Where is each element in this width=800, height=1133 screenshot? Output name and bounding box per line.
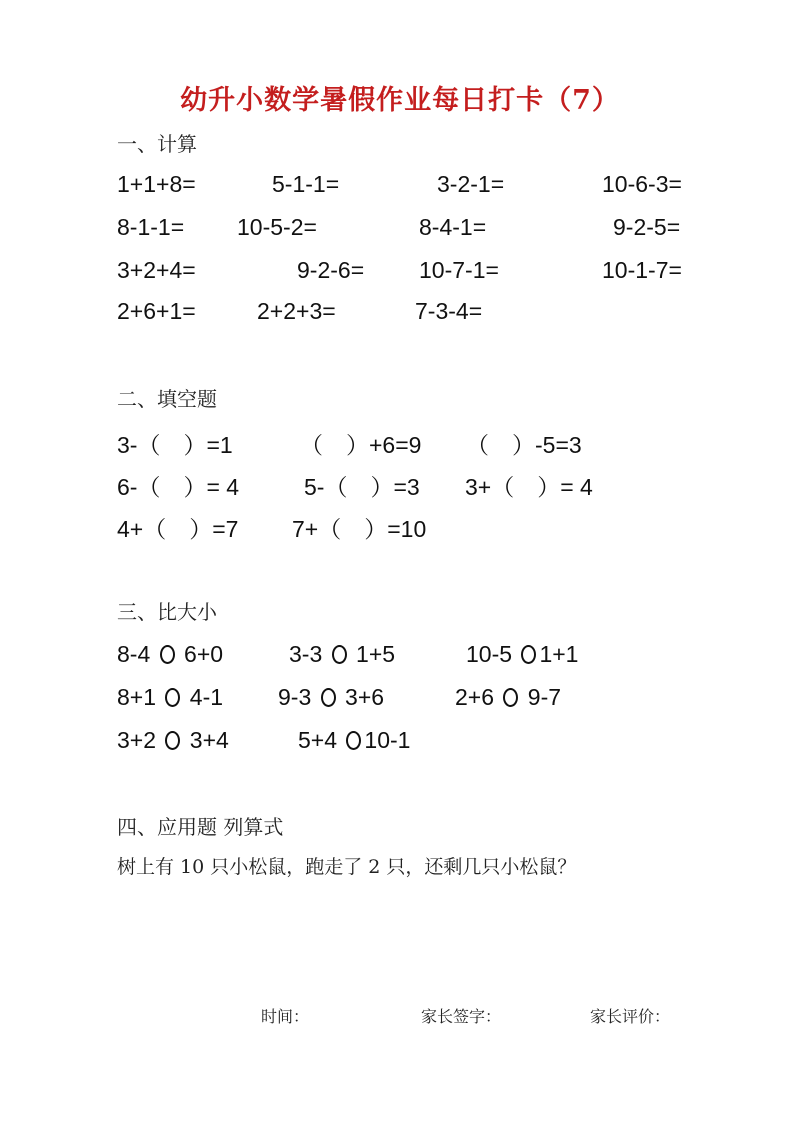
fill-item: （ ）+6=9 bbox=[300, 432, 422, 458]
calc-item: 1+1+8= bbox=[117, 171, 196, 197]
fill-item: 3-（ ）=1 bbox=[117, 432, 233, 458]
section-heading-fill: 二、填空题 bbox=[117, 387, 217, 411]
compare-circle[interactable] bbox=[165, 731, 180, 750]
section-heading-compare: 三、比大小 bbox=[117, 600, 217, 624]
compare-item bbox=[298, 727, 410, 754]
compare-left: 3-3 bbox=[289, 641, 329, 667]
compare-item bbox=[455, 684, 561, 711]
compare-left: 8-4 bbox=[117, 641, 157, 667]
compare-left: 9-3 bbox=[278, 684, 318, 710]
compare-left: 2+6 bbox=[455, 684, 501, 710]
compare-right: 9-7 bbox=[521, 684, 562, 710]
calc-item: 3+2+4= bbox=[117, 257, 196, 283]
calc-item: 10-1-7= bbox=[602, 257, 682, 283]
section-heading-calc: 一、计算 bbox=[117, 132, 197, 156]
fill-item: 4+（ ）=7 bbox=[117, 516, 239, 542]
time-label: 时间： bbox=[261, 1007, 310, 1026]
calc-item: 3-2-1= bbox=[437, 171, 505, 197]
compare-right: 3+4 bbox=[183, 727, 229, 753]
section-heading-word-problem: 四、应用题 列算式 bbox=[117, 815, 284, 839]
compare-item bbox=[117, 684, 223, 711]
compare-circle[interactable] bbox=[165, 688, 180, 707]
parent-eval-label: 家长评价： bbox=[590, 1007, 671, 1026]
compare-circle[interactable] bbox=[321, 688, 336, 707]
calc-item: 5-1-1= bbox=[272, 171, 340, 197]
fill-item: 3+（ ）= 4 bbox=[465, 474, 593, 500]
compare-item bbox=[466, 641, 578, 668]
fill-item: 7+（ ）=10 bbox=[292, 516, 427, 542]
compare-right: 3+6 bbox=[338, 684, 385, 710]
page-title: 幼升小数学暑假作业每日打卡（7） bbox=[180, 85, 620, 116]
fill-item: 6-（ ）= 4 bbox=[117, 474, 240, 500]
calc-item: 2+6+1= bbox=[117, 298, 196, 324]
compare-right: 1+1 bbox=[539, 641, 579, 667]
calc-item: 8-1-1= bbox=[117, 214, 185, 240]
calc-item: 8-4-1= bbox=[419, 214, 487, 240]
fill-item: 5-（ ）=3 bbox=[304, 474, 420, 500]
compare-right: 10-1 bbox=[364, 727, 411, 753]
compare-item bbox=[117, 641, 223, 668]
calc-item: 2+2+3= bbox=[257, 298, 336, 324]
compare-circle[interactable] bbox=[503, 688, 518, 707]
compare-left: 8+1 bbox=[117, 684, 163, 710]
word-problem-text: 树上有 10 只小松鼠，跑走了 2 只，还剩几只小松鼠？ bbox=[117, 856, 577, 878]
fill-item: （ ）-5=3 bbox=[466, 432, 582, 458]
compare-item bbox=[117, 727, 229, 754]
calc-item: 10-7-1= bbox=[419, 257, 499, 283]
compare-circle[interactable] bbox=[160, 645, 175, 664]
compare-left: 3+2 bbox=[117, 727, 163, 753]
compare-left: 5+4 bbox=[298, 727, 344, 753]
compare-right: 1+5 bbox=[349, 641, 396, 667]
calc-item: 9-2-6= bbox=[297, 257, 365, 283]
compare-right: 6+0 bbox=[177, 641, 224, 667]
compare-left: 10-5 bbox=[466, 641, 519, 667]
compare-circle[interactable] bbox=[332, 645, 347, 664]
parent-sign-label: 家长签字： bbox=[421, 1007, 502, 1026]
calc-item: 9-2-5= bbox=[613, 214, 681, 240]
compare-right: 4-1 bbox=[183, 684, 224, 710]
compare-item bbox=[278, 684, 384, 711]
compare-item bbox=[289, 641, 395, 668]
compare-circle[interactable] bbox=[346, 731, 361, 750]
calc-item: 10-6-3= bbox=[602, 171, 682, 197]
compare-circle[interactable] bbox=[521, 645, 536, 664]
calc-item: 7-3-4= bbox=[415, 298, 483, 324]
calc-item: 10-5-2= bbox=[237, 214, 317, 240]
